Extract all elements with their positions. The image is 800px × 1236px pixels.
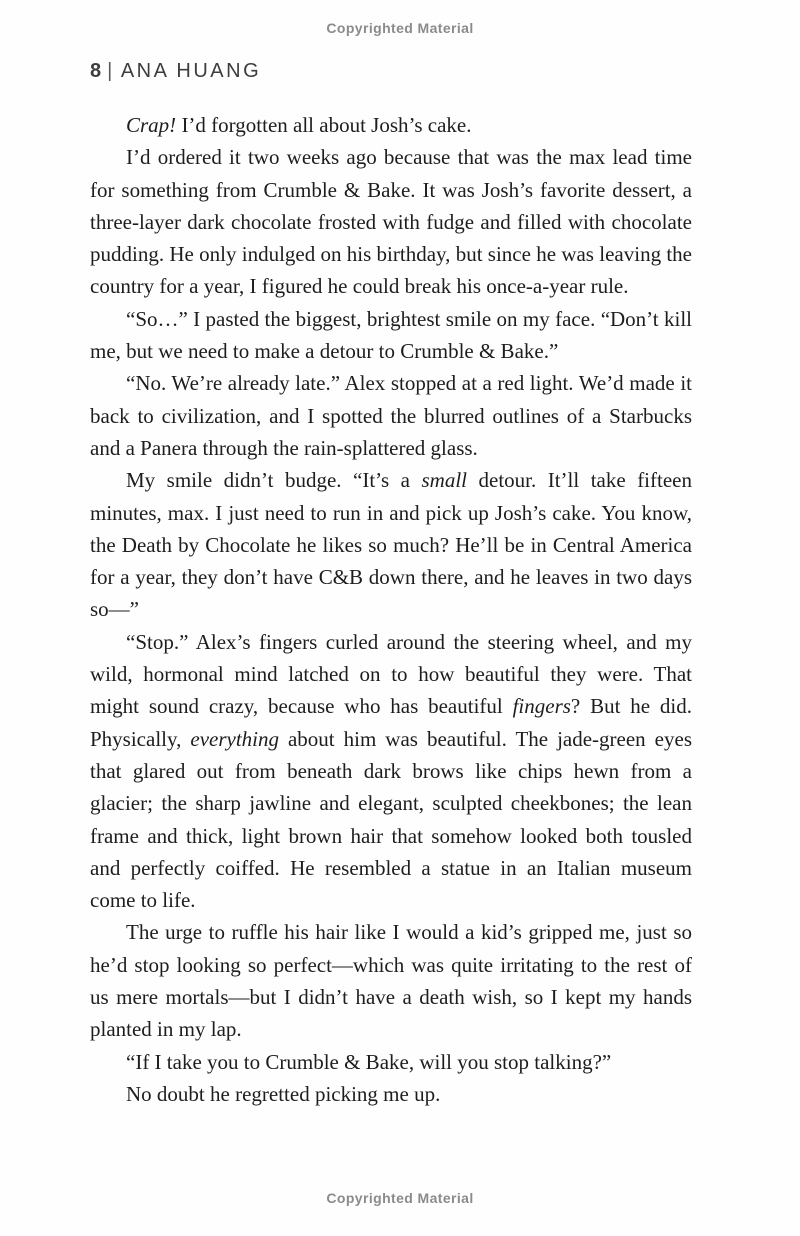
paragraph (90, 367, 692, 464)
text-run: “No. We’re already late.” Alex stopped at a red light. We’d made it back to civilization, and I spotted the blurred outlines of a Starbucks and a Panera through the rain-splattered glass. (90, 371, 692, 460)
paragraph (90, 303, 692, 368)
text-run: “Stop.” Alex’s fingers curled around the steering wheel, and my wild, hormonal mind latched on to how beautiful they were. That might sound crazy, because who has beautiful (90, 629, 692, 719)
text-run: I’d ordered it two weeks ago because that was the max lead time for something from Crumble & Bake. It was Josh’s favorite dessert, a three-layer dark chocolate frosted with fudge and filled with chocolate pudding. He only indulged on his birthday, but since he was leaving the country for a year, I figured he could break his once-a-year rule. (90, 145, 692, 299)
running-title: ANA HUANG (120, 60, 262, 82)
page-number: 8 (90, 60, 102, 82)
text-run: “So…” I pasted the biggest, brightest smile on my face. “Don’t kill me, but we need to make a detour to Crumble & Bake.” (90, 306, 692, 364)
running-header (90, 60, 261, 83)
paragraph (90, 1078, 692, 1110)
copyright-notice-bottom: Copyrighted Material (326, 1190, 474, 1206)
text-run: No doubt he regretted picking me up. (126, 1081, 441, 1106)
italic-text-run: fingers (512, 694, 571, 719)
header-separator: | (107, 60, 115, 82)
copyright-notice-top: Copyrighted Material (326, 20, 474, 36)
italic-text-run: small (421, 468, 467, 493)
text-run: I’d forgotten all about Josh’s cake. (176, 113, 472, 137)
text-run: about him was beautiful. The jade-green eyes that glared out from beneath dark brows like chips hewn from a glacier; the sharp jawline and elegant, sculpted cheekbones; the lean frame and thick, light brown hair that somehow looked both tousled and perfectly coiffed. He resembled a statue in an Italian museum come to life. (90, 726, 692, 913)
text-run: “If I take you to Crumble & Bake, will you stop talking?” (126, 1049, 612, 1074)
paragraph (90, 109, 692, 141)
paragraph (90, 141, 692, 302)
paragraph (90, 626, 692, 917)
italic-text-run: Crap! (126, 113, 177, 137)
paragraph (90, 464, 692, 625)
paragraph (90, 1046, 692, 1078)
body-text (90, 109, 692, 1110)
paragraph (90, 916, 692, 1045)
text-run: My smile didn’t budge. “It’s a (126, 468, 422, 493)
text-run: The urge to ruffle his hair like I would a kid’s gripped me, just so he’d stop looking so perfect—which was quite irritating to the rest of us mere mortals—but I didn’t have a death wish, so I kept my hands planted in my lap. (90, 920, 692, 1042)
italic-text-run: everything (190, 726, 279, 751)
text-run: detour. It’ll take fifteen minutes, max. I just need to run in and pick up Josh’s cake. You know, the Death by Chocolate he likes so much? He’ll be in Central America for a year, they don’t have C&B down there, and he leaves in two days so—” (90, 468, 692, 622)
text-run: ? But he did. Physically, (90, 694, 692, 751)
